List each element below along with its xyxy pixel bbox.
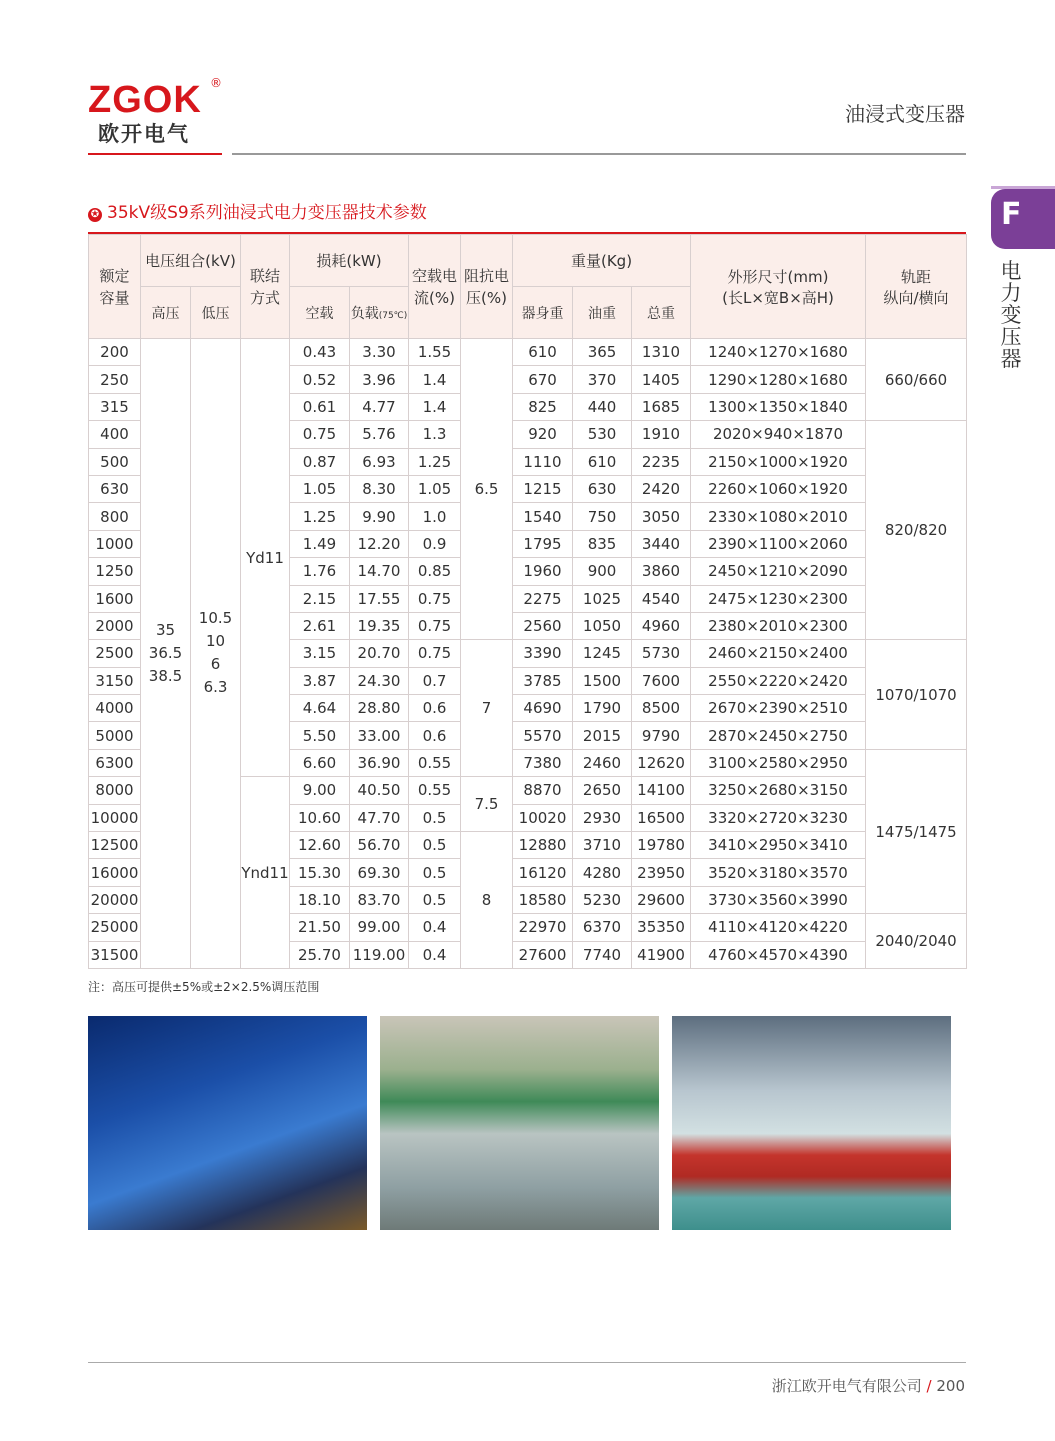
cell-capacity: 20000 — [89, 886, 141, 913]
header-noload-current: 空载电流(%) — [409, 235, 461, 339]
cell-dimensions: 3730×3560×3990 — [691, 886, 866, 913]
cell-capacity: 5000 — [89, 722, 141, 749]
cell-oil-weight: 2930 — [573, 804, 632, 831]
spec-table-body — [89, 339, 967, 969]
cell-noload-current: 1.4 — [409, 393, 461, 420]
cell-capacity: 1600 — [89, 585, 141, 612]
cell-total-weight: 35350 — [632, 914, 691, 941]
cell-noload-loss: 1.76 — [290, 558, 350, 585]
cell-noload-loss: 15.30 — [290, 859, 350, 886]
cell-total-weight: 1405 — [632, 366, 691, 393]
cell-load-loss: 6.93 — [350, 448, 409, 475]
cell-total-weight: 1310 — [632, 339, 691, 366]
cell-load-loss: 33.00 — [350, 722, 409, 749]
registered-mark: ® — [210, 76, 222, 90]
cell-capacity: 1250 — [89, 558, 141, 585]
cell-noload-current: 1.55 — [409, 339, 461, 366]
cell-oil-weight: 1245 — [573, 640, 632, 667]
cell-body-weight: 1540 — [513, 503, 573, 530]
cell-noload-loss: 21.50 — [290, 914, 350, 941]
cell-total-weight: 2235 — [632, 448, 691, 475]
cell-body-weight: 27600 — [513, 941, 573, 968]
cell-total-weight: 4960 — [632, 612, 691, 639]
cell-capacity: 2500 — [89, 640, 141, 667]
header-oil-weight: 油重 — [573, 287, 632, 339]
cell-oil-weight: 5230 — [573, 886, 632, 913]
header-capacity: 额定容量 — [89, 235, 141, 339]
cell-dimensions: 1240×1270×1680 — [691, 339, 866, 366]
cell-total-weight: 29600 — [632, 886, 691, 913]
cell-noload-current: 0.6 — [409, 722, 461, 749]
cell-noload-loss: 4.64 — [290, 695, 350, 722]
cell-load-loss: 17.55 — [350, 585, 409, 612]
cell-dimensions: 3410×2950×3410 — [691, 832, 866, 859]
cell-connection: Yd11 — [241, 339, 290, 777]
cell-load-loss: 4.77 — [350, 393, 409, 420]
header-impedance: 阻抗电压(%) — [461, 235, 513, 339]
cell-dimensions: 2150×1000×1920 — [691, 448, 866, 475]
cell-body-weight: 5570 — [513, 722, 573, 749]
cell-noload-loss: 0.61 — [290, 393, 350, 420]
cell-noload-loss: 0.87 — [290, 448, 350, 475]
cell-capacity: 630 — [89, 475, 141, 502]
cell-oil-weight: 365 — [573, 339, 632, 366]
cell-body-weight: 1795 — [513, 530, 573, 557]
cell-dimensions: 1300×1350×1840 — [691, 393, 866, 420]
cell-oil-weight: 610 — [573, 448, 632, 475]
cell-noload-loss: 18.10 — [290, 886, 350, 913]
cell-oil-weight: 1500 — [573, 667, 632, 694]
cell-body-weight: 3785 — [513, 667, 573, 694]
cell-dimensions: 2870×2450×2750 — [691, 722, 866, 749]
cell-dimensions: 1290×1280×1680 — [691, 366, 866, 393]
cell-hv-voltage: 35 36.5 38.5 — [141, 339, 191, 969]
cell-load-loss: 47.70 — [350, 804, 409, 831]
cell-noload-current: 0.9 — [409, 530, 461, 557]
header-body-weight: 器身重 — [513, 287, 573, 339]
cell-noload-loss: 25.70 — [290, 941, 350, 968]
cell-body-weight: 4690 — [513, 695, 573, 722]
header-hv: 高压 — [141, 287, 191, 339]
cell-impedance: 6.5 — [461, 339, 513, 640]
cell-dimensions: 2390×1100×2060 — [691, 530, 866, 557]
cell-noload-current: 0.55 — [409, 777, 461, 804]
cell-total-weight: 3860 — [632, 558, 691, 585]
cell-noload-loss: 1.49 — [290, 530, 350, 557]
cell-noload-current: 0.75 — [409, 612, 461, 639]
cell-total-weight: 3440 — [632, 530, 691, 557]
cell-dimensions: 3100×2580×2950 — [691, 749, 866, 776]
cell-load-loss: 56.70 — [350, 832, 409, 859]
transformer-photo-outdoor — [88, 1016, 367, 1230]
cell-noload-current: 1.3 — [409, 421, 461, 448]
cell-capacity: 3150 — [89, 667, 141, 694]
cell-noload-current: 1.05 — [409, 475, 461, 502]
header-dimensions: 外形尺寸(mm) (长L×宽B×高H) — [691, 235, 866, 339]
cell-load-loss: 99.00 — [350, 914, 409, 941]
cell-body-weight: 920 — [513, 421, 573, 448]
logo-brand: ZGOK — [88, 79, 202, 121]
cell-body-weight: 16120 — [513, 859, 573, 886]
cell-body-weight: 1960 — [513, 558, 573, 585]
cell-body-weight: 7380 — [513, 749, 573, 776]
cell-body-weight: 1110 — [513, 448, 573, 475]
header-loss: 损耗(kW) — [290, 235, 409, 287]
footer — [772, 1375, 965, 1396]
cell-noload-loss: 12.60 — [290, 832, 350, 859]
cell-dimensions: 4760×4570×4390 — [691, 941, 866, 968]
tab-letter: F — [1001, 197, 1022, 232]
star-icon: ✪ — [88, 208, 102, 222]
header-total-weight: 总重 — [632, 287, 691, 339]
cell-total-weight: 14100 — [632, 777, 691, 804]
cell-noload-loss: 3.15 — [290, 640, 350, 667]
cell-noload-loss: 9.00 — [290, 777, 350, 804]
footer-company: 浙江欧开电气有限公司 — [771, 1377, 922, 1395]
cell-noload-current: 1.4 — [409, 366, 461, 393]
cell-connection: Ynd11 — [241, 777, 290, 969]
cell-noload-loss: 5.50 — [290, 722, 350, 749]
side-category-label: 电力变压器 — [1000, 259, 1022, 371]
cell-noload-loss: 6.60 — [290, 749, 350, 776]
cell-noload-loss: 0.75 — [290, 421, 350, 448]
cell-load-loss: 12.20 — [350, 530, 409, 557]
transformer-photo-assembly — [380, 1016, 659, 1230]
cell-body-weight: 825 — [513, 393, 573, 420]
cell-gauge: 1475/1475 — [866, 749, 967, 913]
cell-load-loss: 24.30 — [350, 667, 409, 694]
cell-dimensions: 2450×1210×2090 — [691, 558, 866, 585]
cell-dimensions: 4110×4120×4220 — [691, 914, 866, 941]
factory-floor-photo — [672, 1016, 951, 1230]
cell-dimensions: 3320×2720×3230 — [691, 804, 866, 831]
spec-table — [88, 234, 967, 969]
section-title — [88, 198, 427, 223]
logo-chinese-name: 欧开电气 — [98, 122, 190, 146]
footer-slash: / — [926, 1377, 932, 1395]
cell-dimensions: 3250×2680×3150 — [691, 777, 866, 804]
cell-total-weight: 1685 — [632, 393, 691, 420]
cell-total-weight: 12620 — [632, 749, 691, 776]
cell-capacity: 8000 — [89, 777, 141, 804]
cell-capacity: 500 — [89, 448, 141, 475]
table-note: 注：高压可提供±5%或±2×2.5%调压范围 — [88, 980, 320, 994]
cell-load-loss: 8.30 — [350, 475, 409, 502]
cell-body-weight: 670 — [513, 366, 573, 393]
header-noload-loss: 空载 — [290, 287, 350, 339]
cell-body-weight: 2560 — [513, 612, 573, 639]
cell-noload-current: 0.4 — [409, 941, 461, 968]
cell-dimensions: 2475×1230×2300 — [691, 585, 866, 612]
cell-capacity: 800 — [89, 503, 141, 530]
cell-body-weight: 3390 — [513, 640, 573, 667]
page-number: 200 — [936, 1377, 965, 1395]
cell-total-weight: 4540 — [632, 585, 691, 612]
cell-noload-current: 1.0 — [409, 503, 461, 530]
cell-capacity: 2000 — [89, 612, 141, 639]
cell-capacity: 4000 — [89, 695, 141, 722]
cell-body-weight: 12880 — [513, 832, 573, 859]
cell-body-weight: 2275 — [513, 585, 573, 612]
cell-load-loss: 19.35 — [350, 612, 409, 639]
cell-oil-weight: 630 — [573, 475, 632, 502]
cell-total-weight: 23950 — [632, 859, 691, 886]
cell-load-loss: 69.30 — [350, 859, 409, 886]
cell-capacity: 25000 — [89, 914, 141, 941]
cell-gauge: 820/820 — [866, 421, 967, 640]
cell-capacity: 400 — [89, 421, 141, 448]
header-lv: 低压 — [191, 287, 241, 339]
cell-noload-current: 0.5 — [409, 886, 461, 913]
cell-noload-loss: 10.60 — [290, 804, 350, 831]
cell-noload-current: 0.5 — [409, 859, 461, 886]
section-title-text: 35kV级S9系列油浸式电力变压器技术参数 — [107, 203, 427, 223]
cell-noload-current: 0.75 — [409, 640, 461, 667]
cell-oil-weight: 440 — [573, 393, 632, 420]
footer-divider — [88, 1362, 966, 1363]
cell-total-weight: 41900 — [632, 941, 691, 968]
cell-total-weight: 5730 — [632, 640, 691, 667]
cell-oil-weight: 1025 — [573, 585, 632, 612]
logo-underline — [88, 153, 222, 155]
cell-load-loss: 20.70 — [350, 640, 409, 667]
cell-oil-weight: 1050 — [573, 612, 632, 639]
cell-body-weight: 610 — [513, 339, 573, 366]
cell-noload-current: 1.25 — [409, 448, 461, 475]
cell-noload-current: 0.5 — [409, 832, 461, 859]
cell-impedance: 7.5 — [461, 777, 513, 832]
page-title: 油浸式变压器 — [845, 102, 965, 126]
cell-total-weight: 3050 — [632, 503, 691, 530]
cell-capacity: 12500 — [89, 832, 141, 859]
cell-impedance: 7 — [461, 640, 513, 777]
cell-noload-loss: 3.87 — [290, 667, 350, 694]
cell-load-loss: 3.96 — [350, 366, 409, 393]
cell-capacity: 16000 — [89, 859, 141, 886]
cell-oil-weight: 2015 — [573, 722, 632, 749]
cell-dimensions: 2550×2220×2420 — [691, 667, 866, 694]
cell-impedance: 8 — [461, 832, 513, 969]
cell-body-weight: 10020 — [513, 804, 573, 831]
header-load-loss: 负载(75℃) — [350, 287, 409, 339]
cell-noload-loss: 1.05 — [290, 475, 350, 502]
cell-dimensions: 2020×940×1870 — [691, 421, 866, 448]
cell-noload-current: 0.5 — [409, 804, 461, 831]
header-divider — [232, 153, 966, 155]
cell-gauge: 1070/1070 — [866, 640, 967, 750]
cell-total-weight: 8500 — [632, 695, 691, 722]
cell-noload-current: 0.7 — [409, 667, 461, 694]
cell-body-weight: 18580 — [513, 886, 573, 913]
cell-dimensions: 3520×3180×3570 — [691, 859, 866, 886]
cell-oil-weight: 900 — [573, 558, 632, 585]
cell-oil-weight: 2460 — [573, 749, 632, 776]
cell-body-weight: 8870 — [513, 777, 573, 804]
cell-noload-loss: 2.15 — [290, 585, 350, 612]
cell-load-loss: 5.76 — [350, 421, 409, 448]
cell-total-weight: 16500 — [632, 804, 691, 831]
cell-total-weight: 1910 — [632, 421, 691, 448]
cell-capacity: 6300 — [89, 749, 141, 776]
cell-load-loss: 83.70 — [350, 886, 409, 913]
header-connection: 联结方式 — [241, 235, 290, 339]
cell-load-loss: 28.80 — [350, 695, 409, 722]
cell-load-loss: 40.50 — [350, 777, 409, 804]
cell-dimensions: 2260×1060×1920 — [691, 475, 866, 502]
cell-body-weight: 22970 — [513, 914, 573, 941]
cell-noload-current: 0.75 — [409, 585, 461, 612]
cell-capacity: 10000 — [89, 804, 141, 831]
cell-dimensions: 2330×1080×2010 — [691, 503, 866, 530]
cell-load-loss: 3.30 — [350, 339, 409, 366]
cell-body-weight: 1215 — [513, 475, 573, 502]
cell-noload-current: 0.4 — [409, 914, 461, 941]
cell-noload-current: 0.6 — [409, 695, 461, 722]
cell-oil-weight: 750 — [573, 503, 632, 530]
cell-total-weight: 9790 — [632, 722, 691, 749]
cell-lv-voltage: 10.5 10 6 6.3 — [191, 339, 241, 969]
cell-capacity: 250 — [89, 366, 141, 393]
cell-noload-loss: 0.43 — [290, 339, 350, 366]
cell-oil-weight: 370 — [573, 366, 632, 393]
cell-capacity: 31500 — [89, 941, 141, 968]
cell-oil-weight: 1790 — [573, 695, 632, 722]
cell-oil-weight: 530 — [573, 421, 632, 448]
cell-total-weight: 7600 — [632, 667, 691, 694]
cell-load-loss: 9.90 — [350, 503, 409, 530]
cell-noload-current: 0.85 — [409, 558, 461, 585]
cell-load-loss: 36.90 — [350, 749, 409, 776]
cell-dimensions: 2380×2010×2300 — [691, 612, 866, 639]
cell-gauge: 660/660 — [866, 339, 967, 421]
cell-capacity: 200 — [89, 339, 141, 366]
cell-oil-weight: 835 — [573, 530, 632, 557]
header-weight: 重量(Kg) — [513, 235, 691, 287]
cell-oil-weight: 3710 — [573, 832, 632, 859]
table-row — [89, 339, 967, 366]
cell-noload-current: 0.55 — [409, 749, 461, 776]
cell-total-weight: 2420 — [632, 475, 691, 502]
cell-gauge: 2040/2040 — [866, 914, 967, 969]
cell-oil-weight: 2650 — [573, 777, 632, 804]
header-gauge: 轨距 纵向/横向 — [866, 235, 967, 339]
cell-capacity: 1000 — [89, 530, 141, 557]
cell-oil-weight: 6370 — [573, 914, 632, 941]
section-tab — [991, 189, 1055, 249]
header-voltage: 电压组合(kV) — [141, 235, 241, 287]
cell-oil-weight: 7740 — [573, 941, 632, 968]
cell-oil-weight: 4280 — [573, 859, 632, 886]
cell-noload-loss: 1.25 — [290, 503, 350, 530]
cell-load-loss: 119.00 — [350, 941, 409, 968]
cell-noload-loss: 2.61 — [290, 612, 350, 639]
cell-capacity: 315 — [89, 393, 141, 420]
cell-dimensions: 2460×2150×2400 — [691, 640, 866, 667]
cell-noload-loss: 0.52 — [290, 366, 350, 393]
cell-load-loss: 14.70 — [350, 558, 409, 585]
cell-dimensions: 2670×2390×2510 — [691, 695, 866, 722]
cell-total-weight: 19780 — [632, 832, 691, 859]
